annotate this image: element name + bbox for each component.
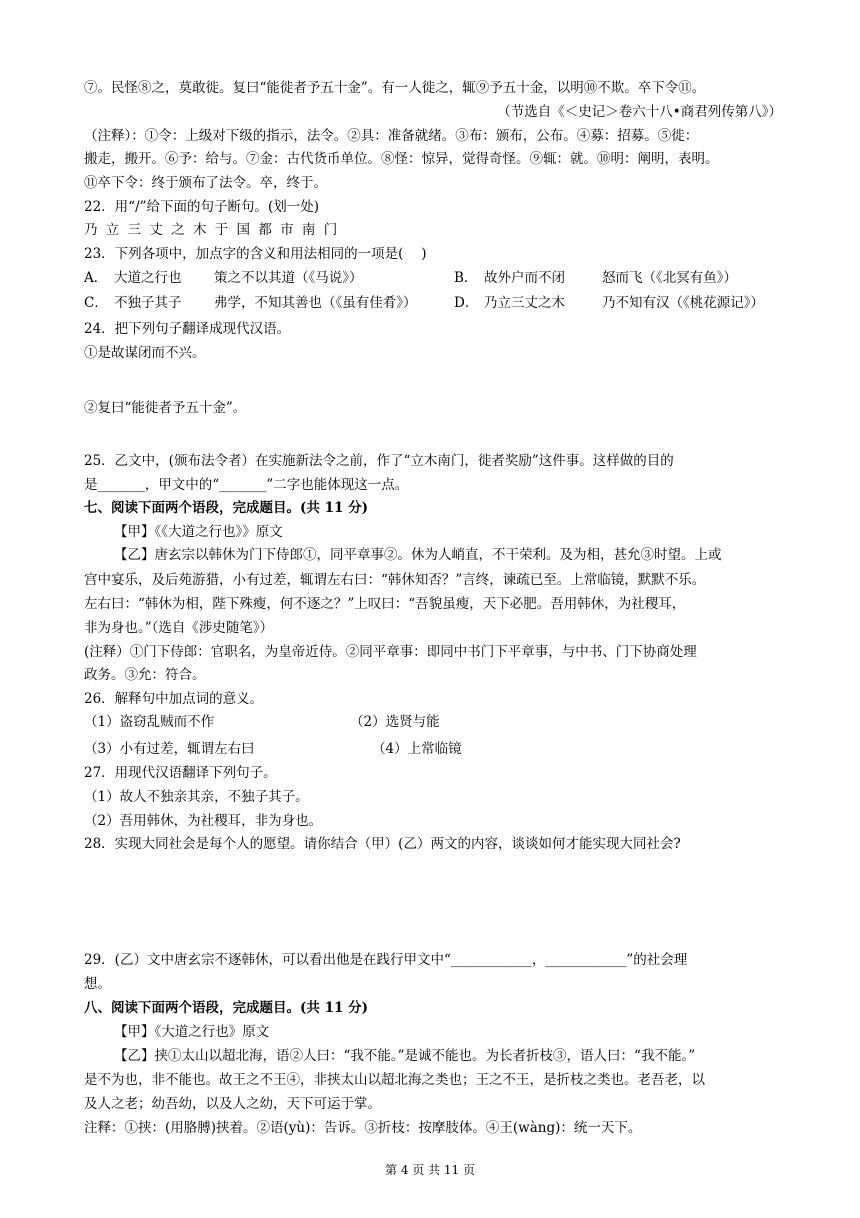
question-29-line: 29．(乙）文中唐玄宗不逐韩休，可以看出他是在践行甲文中“____________，____________”的社会理 [84, 952, 688, 968]
question-26-item: （1）盗窃乱贼而不作 [84, 714, 215, 730]
question-27-stem: 27．用现代汉语翻译下列句子。 [84, 765, 277, 781]
section-7-note: 政务。③允：符合。 [84, 667, 206, 683]
option-b-text: 故外户而不闭 [484, 270, 565, 286]
option-a-text: 大道之行也 [114, 270, 182, 286]
question-27-item: （2）吾用韩休，为社稷耳，非为身也。 [84, 813, 323, 829]
question-26-row [84, 739, 784, 759]
section-7-note: (注释）①门下侍郎：官职名，为皇帝近侍。②同平章事：即同中书门下平章事，与中书、门下协商处理 [84, 644, 697, 660]
passage-source: （节选自《＜史记＞卷六十八•商君列传第八》） [497, 104, 782, 120]
question-23-options-row [84, 268, 784, 288]
page-footer: 第 4 页 共 11 页 [385, 1163, 475, 1177]
question-29-line: 想。 [84, 976, 111, 992]
question-23-stem: 23．下列各项中，加点字的含义和用法相同的一项是( ) [84, 246, 427, 262]
question-26-row [84, 712, 784, 732]
question-26-item: （2）选贤与能 [350, 714, 440, 730]
option-c-label: C． [84, 295, 108, 311]
question-25-line: 是_______，甲文中的“_______”二字也能体现这一点。 [84, 477, 409, 493]
section-8-passage-yi: 及人之老；幼吾幼，以及人之幼，天下可运于掌。 [84, 1096, 381, 1112]
section-7-title: 七、阅读下面两个语段，完成题目。(共 11 分) [84, 500, 368, 516]
question-27-item: （1）故人不独亲其亲，不独子其子。 [84, 789, 309, 805]
section-7-passage-yi: 【乙】唐玄宗以韩休为门下侍郎①，同平章事②。休为人峭直，不干荣利。及为相，甚允③时望。上或 [114, 547, 722, 563]
note-line: 搬走，搬开。⑥予：给与。⑦金：古代货币单位。⑧怪：惊异，觉得奇怪。⑨辄：就。⑩明：阐明，表明。 [84, 151, 719, 167]
question-22-stem: 22．用“/”给下面的句子断句。(划一处) [84, 199, 320, 215]
passage-line: ⑦。民怪⑧之，莫敢徙。复曰“能徙者予五十金”。有一人徙之，辄⑨予五十金，以明⑩不欺。卒下令⑪。 [84, 80, 706, 96]
option-a-compare: 策之不以其道（《马说》） [214, 270, 363, 286]
option-c-compare: 弗学，不知其善也（《虽有佳肴》） [214, 295, 417, 311]
section-8-note: 注释：①挟：(用胳膊)挟着。②语(yù)：告诉。③折枝：按摩肢体。④王(wàng)：统一天下。 [84, 1120, 642, 1136]
section-7-passage-yi: 左右曰：“韩休为相，陛下殊瘦，何不逐之？”上叹曰：“吾貌虽瘦，天下必肥。吾用韩休，为社稷耳， [84, 596, 686, 612]
question-26-stem: 26．解释句中加点词的意义。 [84, 691, 264, 707]
section-7-passage-yi: 非为身也。”（选自《涉史随笔》） [84, 620, 274, 636]
question-26-item: （3）小有过差，辄谓左右曰 [84, 741, 255, 757]
question-24-item: ①是故谋闭而不兴。 [84, 345, 206, 361]
question-24-item: ②复曰“能徙者予五十金”。 [84, 400, 247, 416]
note-line: ⑪卒下令：终于颁布了法令。卒，终于。 [84, 175, 327, 191]
question-24-stem: 24．把下列句子翻译成现代汉语。 [84, 321, 291, 337]
question-22-sentence: 乃 立 三 丈 之 木 于 国 都 市 南 门 [84, 222, 340, 238]
question-23-options-row [84, 293, 784, 313]
question-26-item: （4）上常临镜 [372, 741, 462, 757]
question-25-line: 25．乙文中，(颁布法令者）在实施新法令之前，作了“立木南门，徙者奖励”这件事。这样做的目的 [84, 453, 674, 469]
note-line: （注释）：①令：上级对下级的指示，法令。②具：准备就绪。③布：颁布，公布。④募：招募。⑤徙： [84, 128, 699, 144]
section-8-passage-jia: 【甲】《大道之行也》原文 [114, 1024, 270, 1040]
option-b-compare: 怒而飞（《北冥有鱼》） [602, 270, 737, 286]
option-d-label: D． [454, 295, 479, 311]
option-d-text: 乃立三丈之木 [484, 295, 565, 311]
section-8-title: 八、阅读下面两个语段，完成题目。(共 11 分) [84, 1000, 368, 1016]
section-8-passage-yi: 【乙】挟①太山以超北海，语②人曰：“我不能。”是诚不能也。为长者折枝③，语人曰：“我不能。” [114, 1048, 696, 1064]
option-d-compare: 乃不知有汉（《桃花源记》） [602, 295, 764, 311]
option-a-label: A． [84, 270, 108, 286]
section-7-passage-yi: 宫中宴乐，及后苑游猎，小有过差，辄谓左右曰：“韩休知否？”言终，谏疏已至。上常临镜，默默不乐。 [84, 572, 706, 588]
question-28-stem: 28．实现大同社会是每个人的愿望。请你结合（甲）(乙）两文的内容，谈谈如何才能实现大同社会? [84, 836, 681, 852]
option-c-text: 不独子其子 [114, 295, 182, 311]
section-7-passage-jia: 【甲】《《大道之行也》》原文 [114, 524, 283, 540]
section-8-passage-yi: 是不为也，非不能也。故王之不王④，非挟太山以超北海之类也；王之不王，是折枝之类也。老吾老，以 [84, 1072, 705, 1088]
option-b-label: B． [454, 270, 478, 286]
